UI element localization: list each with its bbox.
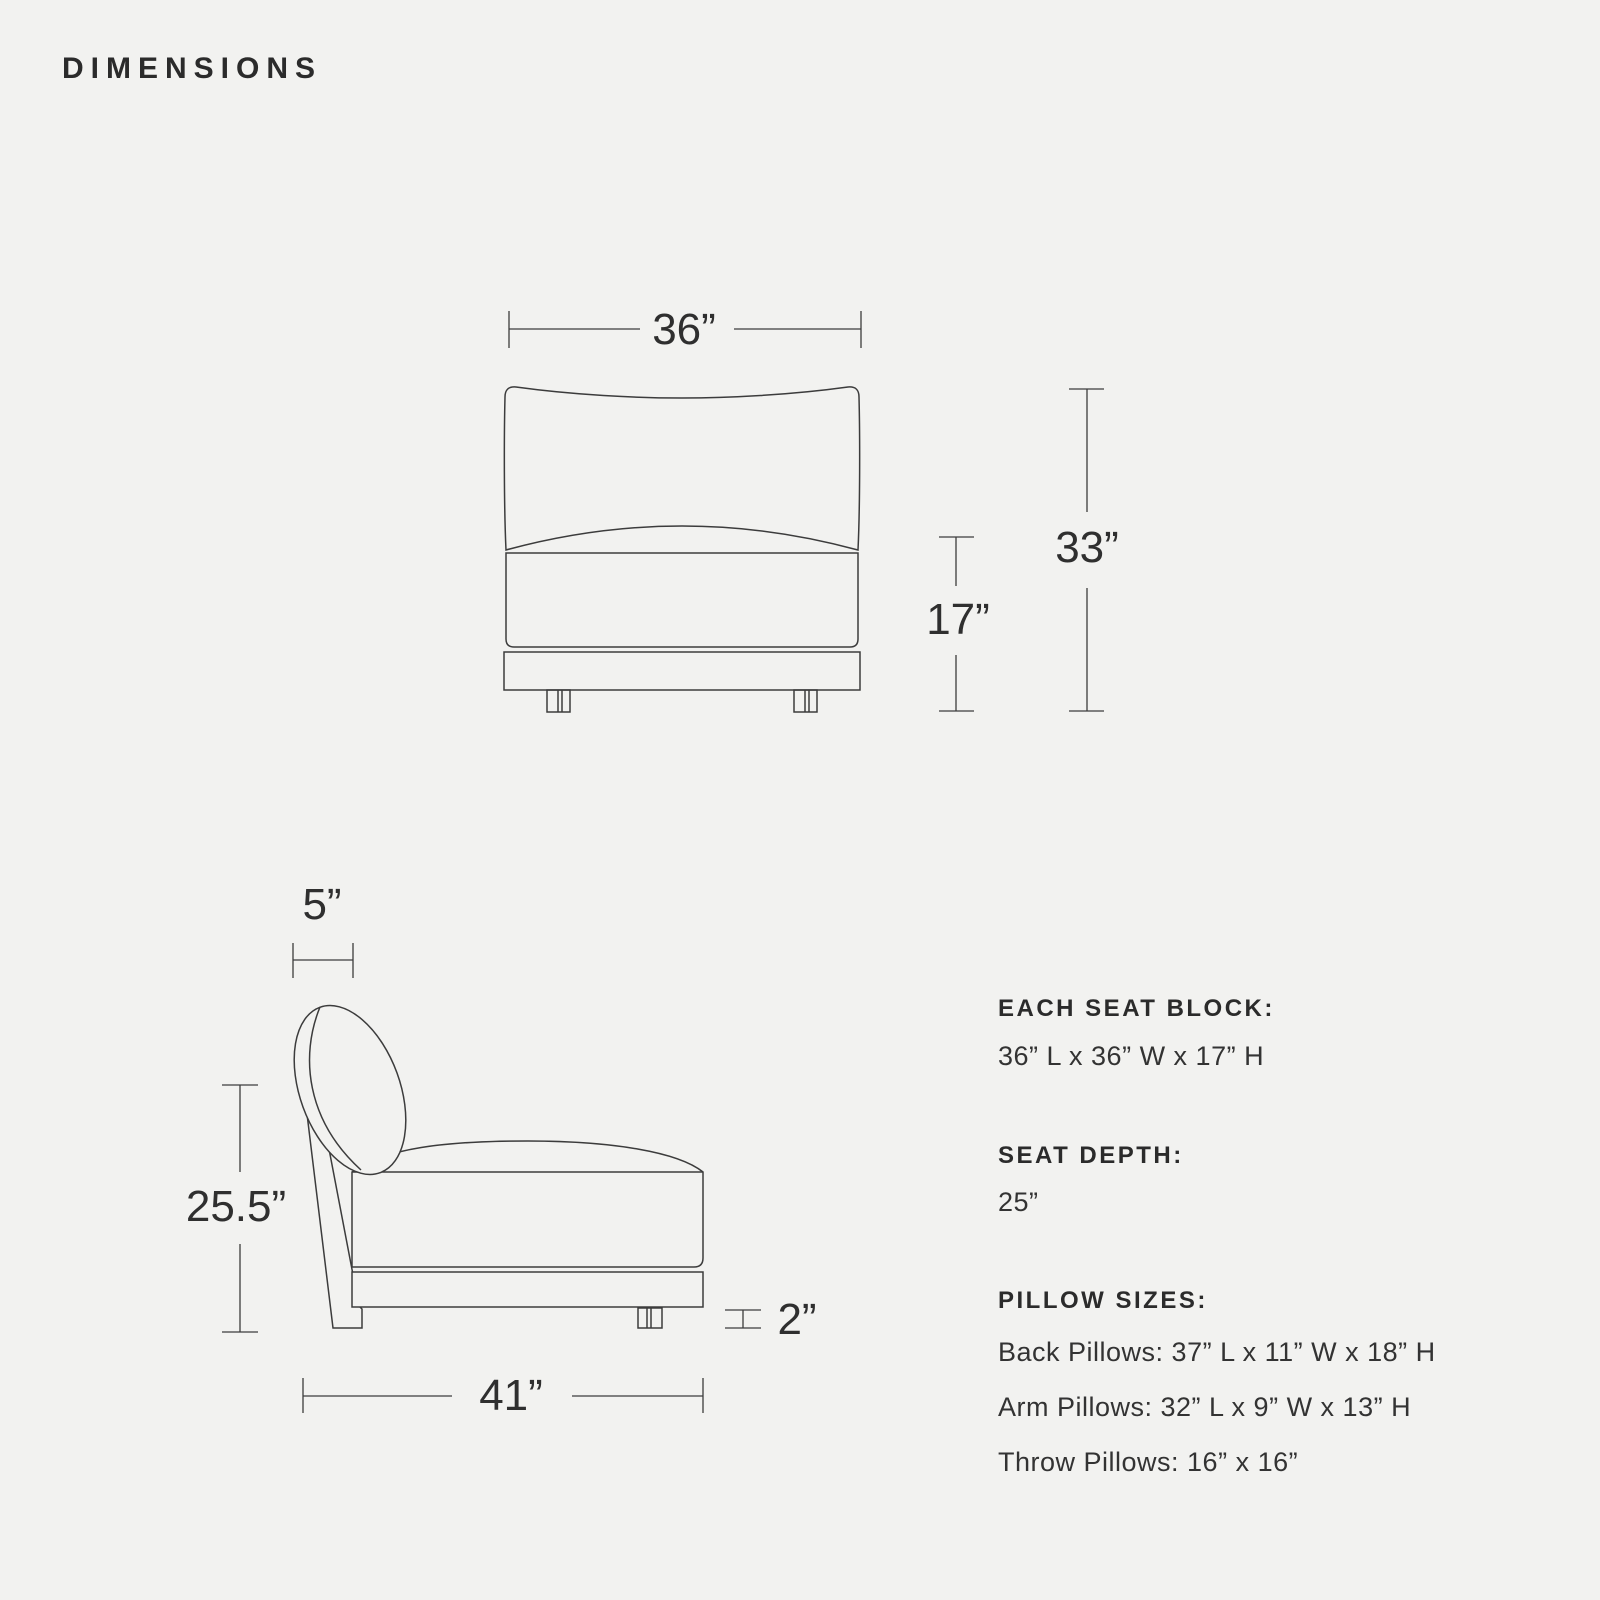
front-view-drawing — [504, 387, 860, 712]
seat-block-value: 36” L x 36” W x 17” H — [998, 1041, 1265, 1071]
pillow-sizes-heading: PILLOW SIZES: — [998, 1287, 1208, 1314]
seat-block-heading: EACH SEAT BLOCK: — [998, 995, 1275, 1022]
side-seat-box — [352, 1141, 703, 1267]
side-depth-label: 41” — [479, 1371, 543, 1420]
side-leg-height-dim-line — [725, 1310, 761, 1328]
side-base — [352, 1272, 703, 1307]
side-leg-height-label: 2” — [777, 1295, 817, 1344]
front-seat-box — [506, 553, 858, 647]
front-width-label: 36” — [652, 305, 716, 354]
front-base — [504, 652, 860, 690]
front-seat-height-label: 17” — [926, 595, 990, 644]
side-back-height-label: 25.5” — [185, 1182, 287, 1231]
side-back-thickness-dim-line — [293, 943, 353, 978]
side-view-drawing — [273, 990, 703, 1328]
seat-depth-heading: SEAT DEPTH: — [998, 1142, 1184, 1169]
front-backrest-outline — [504, 387, 859, 550]
pillow-sizes-arm: Arm Pillows: 32” L x 9” W x 13” H — [998, 1392, 1412, 1422]
pillow-sizes-throw: Throw Pillows: 16” x 16” — [998, 1447, 1299, 1477]
page-title: DIMENSIONS — [62, 52, 323, 85]
front-legs — [547, 690, 817, 712]
seat-depth-value: 25” — [998, 1187, 1039, 1217]
front-overall-height-label: 33” — [1055, 523, 1119, 572]
side-leg — [638, 1308, 662, 1328]
side-back-thickness-label: 5” — [302, 880, 342, 929]
pillow-sizes-back: Back Pillows: 37” L x 11” W x 18” H — [998, 1337, 1436, 1367]
